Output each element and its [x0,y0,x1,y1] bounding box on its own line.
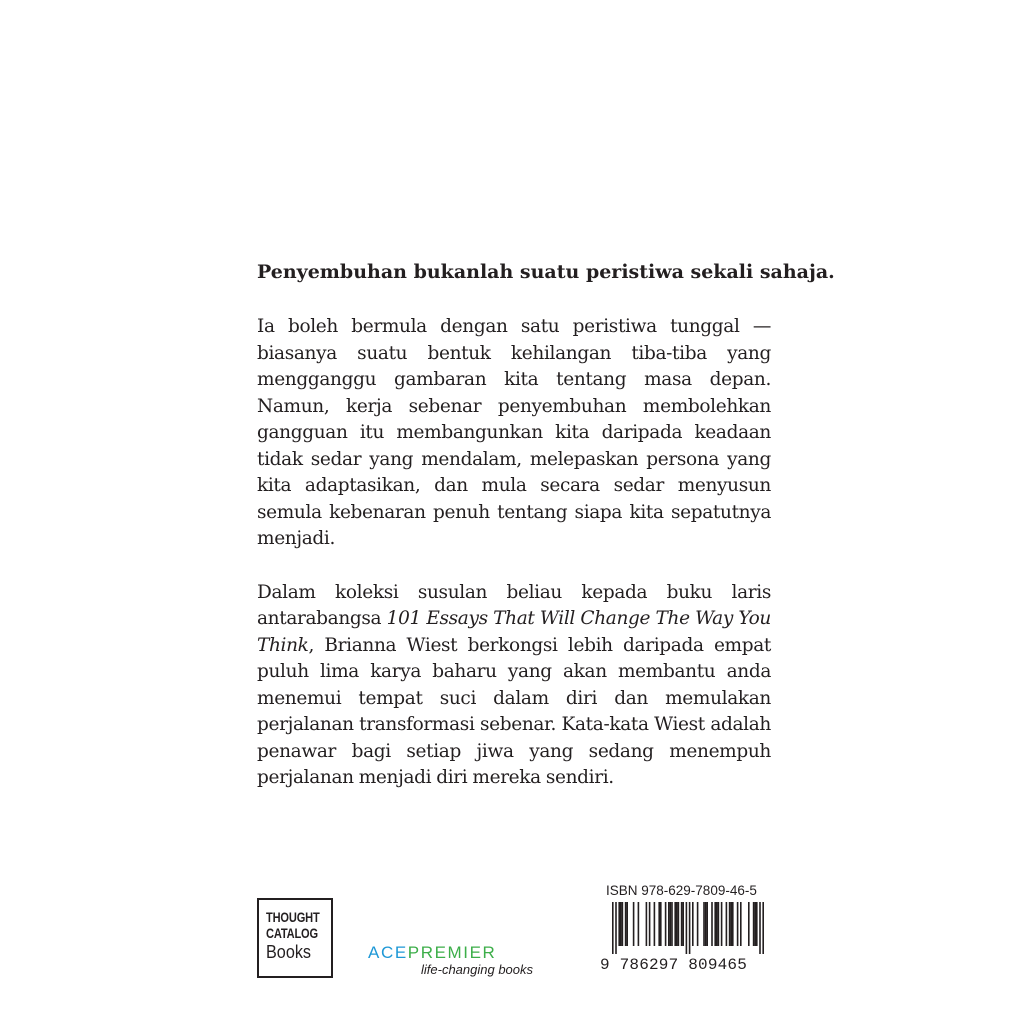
barcode-bar [711,902,713,946]
barcode-bar [622,902,624,946]
blurb-paragraph-2-intro: Dalam koleksi susulan beliau kepada buku laris antarabangsa [257,581,771,629]
barcode-guard-bar [762,902,764,954]
barcode-guard-bar [759,902,761,954]
barcode-bar [721,902,723,946]
barcode-bar [737,902,739,946]
barcode-bar [716,902,718,946]
barcode-bar [692,902,694,946]
barcode-bar [729,902,731,946]
barcode-bar [625,902,627,946]
barcode-bar [753,902,755,946]
blurb-paragraph-1: Ia boleh bermula dengan satu peristiwa tunggal — biasanya suatu bentuk kehilangan tiba-tiba yang mengganggu gambaran kita tentang masa depan. Namun, kerja sebenar penyembuhan membolehkan gangguan itu membangunkan kita daripada keadaan tidak sedar yang mendalam, melepaskan persona yang kita adaptasikan, dan mula secara sedar menyusun semula kebenaran penuh tentang siapa kita sepatutnya menjadi. [257,316,771,549]
barcode-guard-bar [686,902,688,954]
barcode-bar [618,902,620,946]
thought-catalog-books-logo [257,898,333,978]
logo-line-thought: THOUGHT [266,910,320,925]
barcode-bar [633,902,635,946]
barcode-bar [756,902,758,946]
barcode-guard-bar [612,902,614,954]
barcode-bar [703,902,705,946]
acepremier-tagline: life-changing books [421,962,534,977]
barcode-bar [718,902,720,946]
barcode-bar [638,902,640,946]
barcode-bar [620,902,622,946]
barcode-bar [654,902,656,946]
barcode-bar [681,902,683,946]
barcode-bar [674,902,676,946]
barcode [600,902,772,954]
barcode-bar [676,902,678,946]
barcode-bar [649,902,651,946]
barcode-bar [671,902,673,946]
acepremier-logo [368,944,568,984]
barcode-bar [660,902,662,946]
barcode-bar [706,902,708,946]
book-title: 101 Essays That Will Change The Way You Think [257,608,771,656]
barcode-bar [697,902,699,946]
barcode-bar [646,902,648,946]
barcode-bar [730,902,732,946]
wordmark-ace: ACE [368,943,408,962]
barcode-bar [748,902,750,946]
logo-line-books: Books [266,942,312,962]
barcode-bar [678,902,680,946]
blurb-paragraph-2-rest: , Brianna Wiest berkongsi lebih daripada empat puluh lima karya baharu yang akan membantu anda menemui tempat suci dalam diri dan memulakan perjalanan transformasi sebenar. Kata-kata Wiest adalah penawar bagi setiap jiwa yang sedang menempuh perjalanan menjadi diri mereka sendiri. [257,634,771,788]
logo-line-catalog: CATALOG [266,926,318,941]
barcode-bar [705,902,707,946]
barcode-guard-bar [615,902,617,954]
barcode-guard-bar [689,902,691,954]
headline: Penyembuhan bukanlah suatu peristiwa sekali sahaja. [257,261,835,283]
barcode-bar [665,902,667,946]
barcode-bar [626,902,628,946]
acepremier-wordmark [368,944,496,962]
barcode-digits: 9 786297 809465 [600,956,748,974]
barcode-bar [670,902,672,946]
barcode-bar [668,902,670,946]
barcode-bar [754,902,756,946]
barcode-bar [726,902,728,946]
isbn-barcode-block [600,882,772,982]
wordmark-premier: PREMIER [407,943,497,962]
barcode-bar [658,902,660,946]
barcode-bar [740,902,742,946]
back-cover-text [257,258,835,792]
isbn-label: ISBN 978-629-7809-46-5 [606,883,757,898]
barcode-bar [732,902,734,946]
barcode-bar [682,902,684,946]
blurb-paragraph-2 [257,580,771,792]
barcode-bar [714,902,716,946]
